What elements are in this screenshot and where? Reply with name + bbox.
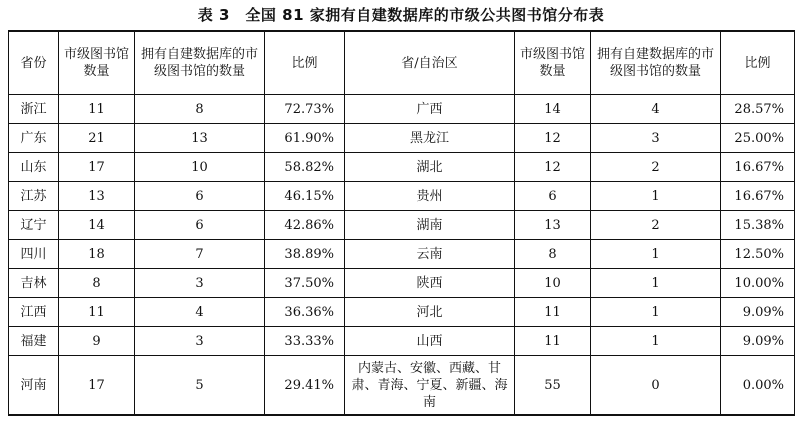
table-row [9,182,795,211]
table-row [9,356,795,416]
table-row [9,298,795,327]
cell-with-database-count-2: 1 [591,240,721,269]
cell-with-database-count: 4 [135,298,265,327]
cell-ratio-2: 16.67% [721,182,795,211]
cell-city-library-count-2: 12 [515,153,591,182]
table-caption: 表 3 全国 81 家拥有自建数据库的市级公共图书馆分布表 [197,6,605,24]
cell-city-library-count-2: 11 [515,327,591,356]
cell-province: 辽宁 [9,211,59,240]
cell-with-database-count-2: 0 [591,356,721,416]
cell-city-library-count: 17 [59,153,135,182]
cell-city-library-count: 21 [59,124,135,153]
cell-ratio: 72.73% [265,95,345,124]
cell-with-database-count-2: 2 [591,211,721,240]
cell-with-database-count: 10 [135,153,265,182]
cell-with-database-count-2: 1 [591,269,721,298]
cell-city-library-count-2: 14 [515,95,591,124]
cell-with-database-count-2: 4 [591,95,721,124]
header-with-database-count-2: 拥有自建数据库的市级图书馆的数量 [591,31,721,95]
cell-with-database-count: 3 [135,269,265,298]
table-row [9,95,795,124]
cell-city-library-count-2: 12 [515,124,591,153]
cell-city-library-count-2: 10 [515,269,591,298]
table-row [9,124,795,153]
cell-with-database-count: 3 [135,327,265,356]
cell-city-library-count: 11 [59,95,135,124]
cell-ratio-2: 28.57% [721,95,795,124]
cell-province: 浙江 [9,95,59,124]
cell-province-region: 湖南 [345,211,515,240]
table-row [9,327,795,356]
header-ratio-2: 比例 [721,31,795,95]
cell-province: 江苏 [9,182,59,211]
table-row [9,240,795,269]
cell-city-library-count: 17 [59,356,135,416]
cell-ratio-2: 10.00% [721,269,795,298]
header-ratio: 比例 [265,31,345,95]
cell-city-library-count: 18 [59,240,135,269]
header-city-library-count: 市级图书馆数量 [59,31,135,95]
cell-province-region: 河北 [345,298,515,327]
cell-ratio: 61.90% [265,124,345,153]
cell-city-library-count-2: 11 [515,298,591,327]
cell-ratio: 37.50% [265,269,345,298]
cell-ratio: 46.15% [265,182,345,211]
cell-province: 吉林 [9,269,59,298]
cell-province: 山东 [9,153,59,182]
cell-with-database-count: 7 [135,240,265,269]
cell-province: 江西 [9,298,59,327]
header-row [9,31,795,95]
cell-province: 四川 [9,240,59,269]
table-row [9,153,795,182]
cell-ratio: 38.89% [265,240,345,269]
header-province-region: 省/自治区 [345,31,515,95]
header-city-library-count-2: 市级图书馆数量 [515,31,591,95]
cell-ratio-2: 12.50% [721,240,795,269]
cell-with-database-count: 6 [135,182,265,211]
cell-province-region: 广西 [345,95,515,124]
cell-ratio-2: 0.00% [721,356,795,416]
cell-ratio-2: 16.67% [721,153,795,182]
cell-province: 河南 [9,356,59,416]
header-with-database-count: 拥有自建数据库的市级图书馆的数量 [135,31,265,95]
cell-city-library-count-2: 8 [515,240,591,269]
cell-city-library-count: 9 [59,327,135,356]
cell-city-library-count: 14 [59,211,135,240]
cell-with-database-count: 13 [135,124,265,153]
cell-with-database-count-2: 1 [591,182,721,211]
cell-city-library-count: 13 [59,182,135,211]
cell-province-region: 云南 [345,240,515,269]
cell-province-region: 内蒙古、安徽、西藏、甘肃、青海、宁夏、新疆、海南 [345,356,515,416]
cell-province: 广东 [9,124,59,153]
cell-ratio: 29.41% [265,356,345,416]
cell-ratio: 58.82% [265,153,345,182]
cell-city-library-count-2: 13 [515,211,591,240]
cell-with-database-count-2: 3 [591,124,721,153]
cell-city-library-count: 11 [59,298,135,327]
cell-with-database-count-2: 2 [591,153,721,182]
cell-with-database-count: 5 [135,356,265,416]
library-distribution-table [8,30,795,416]
cell-ratio-2: 9.09% [721,298,795,327]
cell-ratio: 33.33% [265,327,345,356]
cell-province-region: 湖北 [345,153,515,182]
cell-with-database-count: 6 [135,211,265,240]
cell-province: 福建 [9,327,59,356]
cell-province-region: 贵州 [345,182,515,211]
cell-with-database-count-2: 1 [591,298,721,327]
cell-ratio-2: 25.00% [721,124,795,153]
cell-with-database-count: 8 [135,95,265,124]
cell-ratio: 42.86% [265,211,345,240]
table-row [9,211,795,240]
cell-ratio-2: 15.38% [721,211,795,240]
cell-province-region: 陕西 [345,269,515,298]
cell-city-library-count-2: 6 [515,182,591,211]
cell-city-library-count-2: 55 [515,356,591,416]
cell-city-library-count: 8 [59,269,135,298]
header-province: 省份 [9,31,59,95]
cell-province-region: 黑龙江 [345,124,515,153]
table-row [9,269,795,298]
cell-with-database-count-2: 1 [591,327,721,356]
cell-province-region: 山西 [345,327,515,356]
cell-ratio: 36.36% [265,298,345,327]
cell-ratio-2: 9.09% [721,327,795,356]
